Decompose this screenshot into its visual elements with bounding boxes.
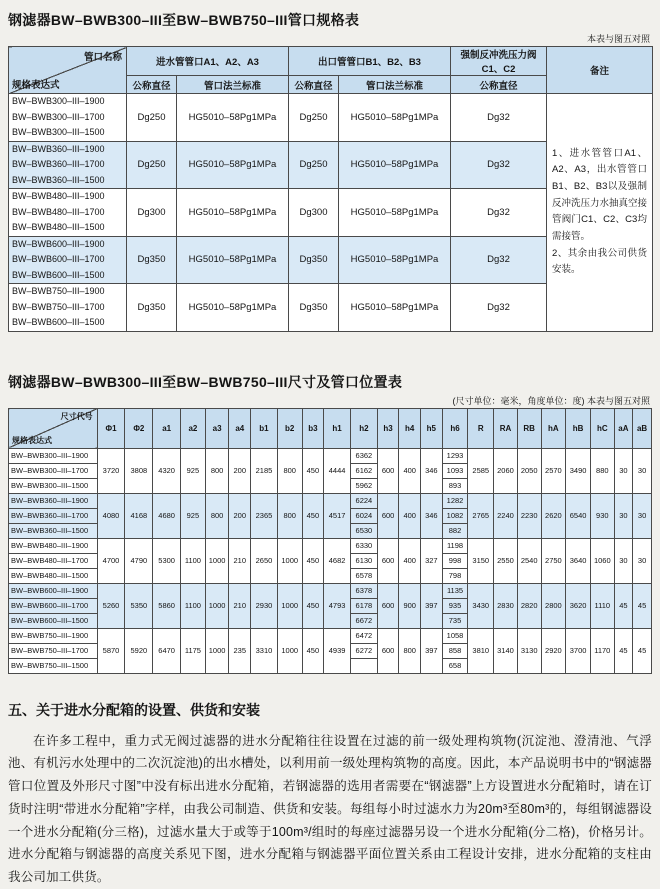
dimension-value-cell: 1100 — [181, 538, 206, 583]
dimension-value-cell: 6540 — [566, 493, 591, 538]
dimension-value-cell: 600 — [377, 628, 399, 673]
dimension-value-cell — [350, 658, 377, 673]
table2-header-row — [9, 408, 652, 448]
table2-diagonal-header — [9, 408, 98, 448]
body-paragraph: 在许多工程中，重力式无阀过滤器的进水分配箱往往设置在过滤的前一级处理构筑物(沉淀池、澄清池、气浮池、有机污水处理中的二次沉淀池)的出水槽处，以利用前一级处理构筑物的高度。因此，本产品说明书中的“钢滤器管口位置及外形尺寸图”中没有标出进水分配箱，若钢滤器的选用者需要在“钢滤器”上方设置进水分配箱时，请在订货时注明“带进水分配箱”字样，由我公司制造、供货和安装。每组每小时过滤水力为20m³至80m³的，每组钢滤器设一个进水分配箱(分三格)，过滤水量大于或等于100m³/组时的每座过滤器另设一个进水分配箱(分二格)，价格另计。进水分配箱与钢滤器的高度关系见下图，进水分配箱与钢滤器平面位置关系由工程设计安排，进水分配箱的支柱由我公司加工供货。 — [8, 733, 652, 884]
value-cell: HG5010–58Pg1MPa — [339, 141, 451, 189]
dimension-value-cell: 800 — [277, 448, 302, 493]
dimension-value-cell: 30 — [614, 448, 633, 493]
remark-header: 备注 — [547, 47, 653, 94]
dimension-value-cell: 4939 — [324, 628, 351, 673]
dimension-value-cell: 2765 — [468, 493, 494, 538]
value-cell: HG5010–58Pg1MPa — [177, 284, 289, 332]
dimension-code-header: h6 — [442, 408, 468, 448]
dimension-value-cell: 6024 — [350, 508, 377, 523]
remark-paragraph: 2、其余由我公司供货安装。 — [552, 247, 647, 276]
dimension-value-cell: 858 — [442, 643, 468, 658]
table1-header-row-1 — [9, 47, 653, 76]
dimension-value-cell: 346 — [421, 448, 443, 493]
diagonal-top-label: 尺寸代号 — [60, 411, 93, 421]
dimension-value-cell: 600 — [377, 448, 399, 493]
dimension-value-cell: 2620 — [541, 493, 566, 538]
dimension-table — [8, 408, 652, 674]
dimension-value-cell: 200 — [229, 448, 251, 493]
dimension-value-cell: 30 — [614, 493, 633, 538]
spec-label-cell: BW–BWB360–III–1900 — [9, 493, 98, 508]
dimension-value-cell: 2930 — [251, 583, 278, 628]
outlet-dn-header: 公称直径 — [289, 76, 339, 94]
dimension-value-cell: 4680 — [153, 493, 181, 538]
dimension-value-cell: 1060 — [590, 538, 614, 583]
dimension-value-cell: 6330 — [350, 538, 377, 553]
dimension-code-header: aA — [614, 408, 633, 448]
value-cell: Dg300 — [127, 189, 177, 237]
table2-note: (尺寸单位：毫米，角度单位：度) 本表与图五对照 — [452, 395, 650, 406]
spec-label-cell: BW–BWB360–III–1700 — [9, 508, 98, 523]
spec-cell — [9, 141, 127, 189]
outlet-port-header: 出口管管口B1、B2、B3 — [289, 47, 451, 76]
table2-data-row — [9, 628, 652, 643]
value-cell: HG5010–58Pg1MPa — [339, 189, 451, 237]
spec-label-cell: BW–BWB360–III–1500 — [9, 523, 98, 538]
port-spec-table — [8, 46, 653, 332]
dimension-value-cell: 6178 — [350, 598, 377, 613]
dimension-value-cell: 5920 — [125, 628, 153, 673]
spec-cell — [9, 94, 127, 142]
backwash-valve-header: 强制反冲洗压力阀C1、C2 — [451, 47, 547, 76]
dimension-value-cell: 210 — [229, 583, 251, 628]
dimension-value-cell: 3640 — [566, 538, 591, 583]
dimension-value-cell: 3700 — [566, 628, 591, 673]
diagonal-bottom-label: 规格表达式 — [12, 435, 52, 445]
dimension-code-header: hB — [566, 408, 591, 448]
dimension-value-cell: 4320 — [153, 448, 181, 493]
spec-label-cell: BW–BWB300–III–1900 — [9, 448, 98, 463]
dimension-value-cell: 45 — [633, 583, 652, 628]
dimension-value-cell: 400 — [399, 448, 421, 493]
value-cell: Dg250 — [289, 141, 339, 189]
table1-title: 钢滤器BW–BWB300–III至BW–BWB750–III管口规格表 — [8, 12, 360, 28]
dimension-value-cell: 5300 — [153, 538, 181, 583]
table2-data-row — [9, 583, 652, 598]
dimension-value-cell: 4168 — [125, 493, 153, 538]
dimension-value-cell: 1100 — [181, 583, 206, 628]
dimension-value-cell: 2920 — [541, 628, 566, 673]
dimension-code-header: b3 — [302, 408, 324, 448]
spec-label: BW–BWB300–III–1700 — [12, 111, 105, 122]
dimension-code-header: RB — [517, 408, 541, 448]
dimension-value-cell: 200 — [229, 493, 251, 538]
dimension-value-cell: 327 — [421, 538, 443, 583]
value-cell: Dg32 — [451, 189, 547, 237]
dimension-value-cell: 600 — [377, 538, 399, 583]
spec-label: BW–BWB360–III–1500 — [12, 174, 105, 185]
dimension-code-header: h1 — [324, 408, 351, 448]
spec-label-cell: BW–BWB300–III–1500 — [9, 478, 98, 493]
dimension-value-cell: 45 — [614, 628, 633, 673]
dimension-value-cell: 600 — [377, 493, 399, 538]
dimension-code-header: R — [468, 408, 494, 448]
dimension-value-cell: 925 — [181, 448, 206, 493]
dimension-value-cell: 6472 — [350, 628, 377, 643]
dimension-value-cell: 45 — [633, 628, 652, 673]
dimension-value-cell: 930 — [590, 493, 614, 538]
value-cell: Dg250 — [127, 94, 177, 142]
dimension-value-cell: 2550 — [494, 538, 518, 583]
dimension-code-header: a1 — [153, 408, 181, 448]
dimension-code-header: h4 — [399, 408, 421, 448]
value-cell: HG5010–58Pg1MPa — [177, 236, 289, 284]
dimension-value-cell: 2365 — [251, 493, 278, 538]
dimension-value-cell: 2820 — [517, 583, 541, 628]
value-cell: HG5010–58Pg1MPa — [339, 284, 451, 332]
spec-label: BW–BWB480–III–1900 — [12, 191, 105, 201]
value-cell: Dg350 — [127, 236, 177, 284]
spec-label-cell: BW–BWB300–III–1700 — [9, 463, 98, 478]
spec-label-cell: BW–BWB600–III–1500 — [9, 613, 98, 628]
spec-label: BW–BWB600–III–1500 — [12, 269, 105, 280]
dimension-value-cell: 4790 — [125, 538, 153, 583]
dimension-value-cell: 30 — [614, 538, 633, 583]
dimension-value-cell: 600 — [377, 583, 399, 628]
dimension-value-cell: 5860 — [153, 583, 181, 628]
spec-label-cell: BW–BWB480–III–1900 — [9, 538, 98, 553]
dimension-value-cell: 1000 — [277, 583, 302, 628]
dimension-value-cell: 6224 — [350, 493, 377, 508]
dimension-value-cell: 4517 — [324, 493, 351, 538]
spec-label-cell: BW–BWB750–III–1900 — [9, 628, 98, 643]
dimension-value-cell: 4080 — [97, 493, 125, 538]
dimension-value-cell: 400 — [399, 538, 421, 583]
dimension-value-cell: 1093 — [442, 463, 468, 478]
dimension-value-cell: 2650 — [251, 538, 278, 583]
dimension-value-cell: 1000 — [205, 583, 229, 628]
dimension-value-cell: 1293 — [442, 448, 468, 463]
dimension-value-cell: 6578 — [350, 568, 377, 583]
dimension-value-cell: 2750 — [541, 538, 566, 583]
dimension-value-cell: 3430 — [468, 583, 494, 628]
table2-data-row — [9, 448, 652, 463]
dimension-value-cell: 3808 — [125, 448, 153, 493]
table2-data-row — [9, 538, 652, 553]
dimension-value-cell: 450 — [302, 493, 324, 538]
dimension-value-cell: 5260 — [97, 583, 125, 628]
dimension-code-header: h2 — [350, 408, 377, 448]
inlet-port-header: 进水管管口A1、A2、A3 — [127, 47, 289, 76]
dimension-code-header: RA — [494, 408, 518, 448]
dimension-value-cell: 1058 — [442, 628, 468, 643]
dimension-value-cell: 998 — [442, 553, 468, 568]
spec-label: BW–BWB360–III–1700 — [12, 159, 105, 169]
spec-label-cell: BW–BWB480–III–1700 — [9, 553, 98, 568]
outlet-flange-header: 管口法兰标准 — [339, 76, 451, 94]
dimension-code-header: b2 — [277, 408, 302, 448]
spec-label: BW–BWB600–III–1500 — [12, 317, 105, 327]
dimension-value-cell: 2585 — [468, 448, 494, 493]
dimension-value-cell: 1000 — [205, 628, 229, 673]
dimension-value-cell: 30 — [633, 538, 652, 583]
dimension-value-cell: 450 — [302, 448, 324, 493]
dimension-value-cell: 800 — [277, 493, 302, 538]
dimension-value-cell: 935 — [442, 598, 468, 613]
value-cell: HG5010–58Pg1MPa — [339, 94, 451, 142]
dimension-value-cell: 2230 — [517, 493, 541, 538]
dimension-value-cell: 6130 — [350, 553, 377, 568]
table1-note: 本表与图五对照 — [586, 34, 650, 44]
dimension-value-cell: 3810 — [468, 628, 494, 673]
dimension-value-cell: 5870 — [97, 628, 125, 673]
spec-label-cell: BW–BWB600–III–1900 — [9, 583, 98, 598]
dimension-value-cell: 2050 — [517, 448, 541, 493]
section-heading: 五、关于进水分配箱的设置、供货和安装 — [8, 701, 260, 718]
spec-label-cell: BW–BWB600–III–1700 — [9, 598, 98, 613]
spec-cell — [9, 189, 127, 237]
dimension-value-cell: 1000 — [277, 538, 302, 583]
table1-body — [9, 94, 653, 332]
value-cell: Dg32 — [451, 94, 547, 142]
dimension-value-cell: 400 — [399, 493, 421, 538]
diagonal-bottom-label: 规格表达式 — [12, 80, 60, 91]
spec-label-cell: BW–BWB750–III–1700 — [9, 643, 98, 658]
dimension-value-cell: 346 — [421, 493, 443, 538]
diagonal-top-label: 管口名称 — [83, 52, 122, 63]
table2-body — [9, 448, 652, 673]
dimension-code-header: hA — [541, 408, 566, 448]
dimension-value-cell: 2830 — [494, 583, 518, 628]
dimension-value-cell: 3720 — [97, 448, 125, 493]
value-cell: Dg32 — [451, 141, 547, 189]
dimension-value-cell: 1170 — [590, 628, 614, 673]
dimension-value-cell: 1175 — [181, 628, 206, 673]
dimension-value-cell: 2570 — [541, 448, 566, 493]
dimension-value-cell: 893 — [442, 478, 468, 493]
dimension-value-cell: 4444 — [324, 448, 351, 493]
dimension-value-cell: 2240 — [494, 493, 518, 538]
table2-title: 钢滤器BW–BWB300–III至BW–BWB750–III尺寸及管口位置表 — [8, 373, 403, 390]
dimension-value-cell: 3150 — [468, 538, 494, 583]
dimension-code-header: Φ2 — [125, 408, 153, 448]
value-cell: Dg250 — [289, 94, 339, 142]
valve-dn-header: 公称直径 — [451, 76, 547, 94]
dimension-code-header: a3 — [205, 408, 229, 448]
dimension-value-cell: 397 — [421, 583, 443, 628]
dimension-value-cell: 3310 — [251, 628, 278, 673]
dimension-value-cell: 4700 — [97, 538, 125, 583]
spec-cell — [9, 236, 127, 284]
dimension-value-cell: 30 — [633, 448, 652, 493]
spec-label: BW–BWB750–III–1900 — [12, 286, 105, 296]
dimension-value-cell: 900 — [399, 583, 421, 628]
dimension-value-cell: 4682 — [324, 538, 351, 583]
spec-label: BW–BWB300–III–1500 — [12, 127, 105, 137]
remark-cell — [547, 94, 653, 332]
dimension-code-header: Φ1 — [97, 408, 125, 448]
value-cell: HG5010–58Pg1MPa — [177, 141, 289, 189]
dimension-code-header: aB — [633, 408, 652, 448]
dimension-value-cell: 6470 — [153, 628, 181, 673]
dimension-value-cell: 450 — [302, 628, 324, 673]
dimension-code-header: a2 — [181, 408, 206, 448]
spec-label: BW–BWB750–III–1700 — [12, 301, 105, 312]
spec-label: BW–BWB360–III–1900 — [12, 143, 105, 154]
dimension-code-header: hC — [590, 408, 614, 448]
dimension-code-header: a4 — [229, 408, 251, 448]
dimension-value-cell: 6272 — [350, 643, 377, 658]
dimension-value-cell: 1110 — [590, 583, 614, 628]
value-cell: Dg350 — [127, 284, 177, 332]
dimension-value-cell: 925 — [181, 493, 206, 538]
dimension-value-cell: 798 — [442, 568, 468, 583]
value-cell: Dg250 — [127, 141, 177, 189]
spec-label: BW–BWB480–III–1700 — [12, 206, 105, 217]
dimension-value-cell: 2185 — [251, 448, 278, 493]
remark-paragraph: 1、进水管管口A1、A2、A3，出水管管口B1、B2、B3以及强制反冲洗压力水抽真空接管阀门C1、C2、C3均需接管。 — [552, 147, 648, 242]
value-cell: Dg32 — [451, 236, 547, 284]
value-cell: HG5010–58Pg1MPa — [339, 236, 451, 284]
dimension-value-cell: 735 — [442, 613, 468, 628]
dimension-value-cell: 3490 — [566, 448, 591, 493]
value-cell: Dg32 — [451, 284, 547, 332]
value-cell: Dg350 — [289, 236, 339, 284]
spec-label: BW–BWB480–III–1500 — [12, 222, 105, 232]
dimension-value-cell: 6162 — [350, 463, 377, 478]
spec-label: BW–BWB600–III–1900 — [12, 238, 105, 249]
dimension-value-cell: 800 — [205, 448, 229, 493]
spec-label: BW–BWB300–III–1900 — [12, 96, 105, 106]
dimension-value-cell: 210 — [229, 538, 251, 583]
dimension-value-cell: 1282 — [442, 493, 468, 508]
dimension-value-cell: 2800 — [541, 583, 566, 628]
dimension-value-cell: 3140 — [494, 628, 518, 673]
value-cell: HG5010–58Pg1MPa — [177, 189, 289, 237]
dimension-value-cell: 2060 — [494, 448, 518, 493]
spec-cell — [9, 284, 127, 332]
spec-label: BW–BWB600–III–1700 — [12, 254, 105, 264]
dimension-value-cell: 800 — [205, 493, 229, 538]
table2-header — [9, 408, 652, 448]
dimension-value-cell: 4793 — [324, 583, 351, 628]
dimension-code-header: b1 — [251, 408, 278, 448]
dimension-value-cell: 2540 — [517, 538, 541, 583]
dimension-value-cell: 6672 — [350, 613, 377, 628]
dimension-code-header: h3 — [377, 408, 399, 448]
inlet-flange-header: 管口法兰标准 — [177, 76, 289, 94]
table2-data-row — [9, 493, 652, 508]
dimension-value-cell: 800 — [399, 628, 421, 673]
dimension-value-cell: 3130 — [517, 628, 541, 673]
dimension-value-cell: 6530 — [350, 523, 377, 538]
dimension-value-cell: 6362 — [350, 448, 377, 463]
inlet-dn-header: 公称直径 — [127, 76, 177, 94]
dimension-value-cell: 450 — [302, 583, 324, 628]
dimension-code-header: h5 — [421, 408, 443, 448]
dimension-value-cell: 450 — [302, 538, 324, 583]
dimension-value-cell: 235 — [229, 628, 251, 673]
dimension-value-cell: 1000 — [205, 538, 229, 583]
dimension-value-cell: 5962 — [350, 478, 377, 493]
dimension-value-cell: 45 — [614, 583, 633, 628]
table1-group-row — [9, 94, 653, 142]
dimension-value-cell: 658 — [442, 658, 468, 673]
dimension-value-cell: 3620 — [566, 583, 591, 628]
dimension-value-cell: 1000 — [277, 628, 302, 673]
dimension-value-cell: 6378 — [350, 583, 377, 598]
value-cell: Dg300 — [289, 189, 339, 237]
dimension-value-cell: 30 — [633, 493, 652, 538]
table1-diagonal-header — [9, 47, 127, 94]
dimension-value-cell: 1135 — [442, 583, 468, 598]
dimension-value-cell: 880 — [590, 448, 614, 493]
value-cell: HG5010–58Pg1MPa — [177, 94, 289, 142]
dimension-value-cell: 882 — [442, 523, 468, 538]
spec-label-cell: BW–BWB750–III–1500 — [9, 658, 98, 673]
spec-label-cell: BW–BWB480–III–1500 — [9, 568, 98, 583]
dimension-value-cell: 1198 — [442, 538, 468, 553]
dimension-value-cell: 1082 — [442, 508, 468, 523]
dimension-value-cell: 397 — [421, 628, 443, 673]
value-cell: Dg350 — [289, 284, 339, 332]
dimension-value-cell: 5350 — [125, 583, 153, 628]
